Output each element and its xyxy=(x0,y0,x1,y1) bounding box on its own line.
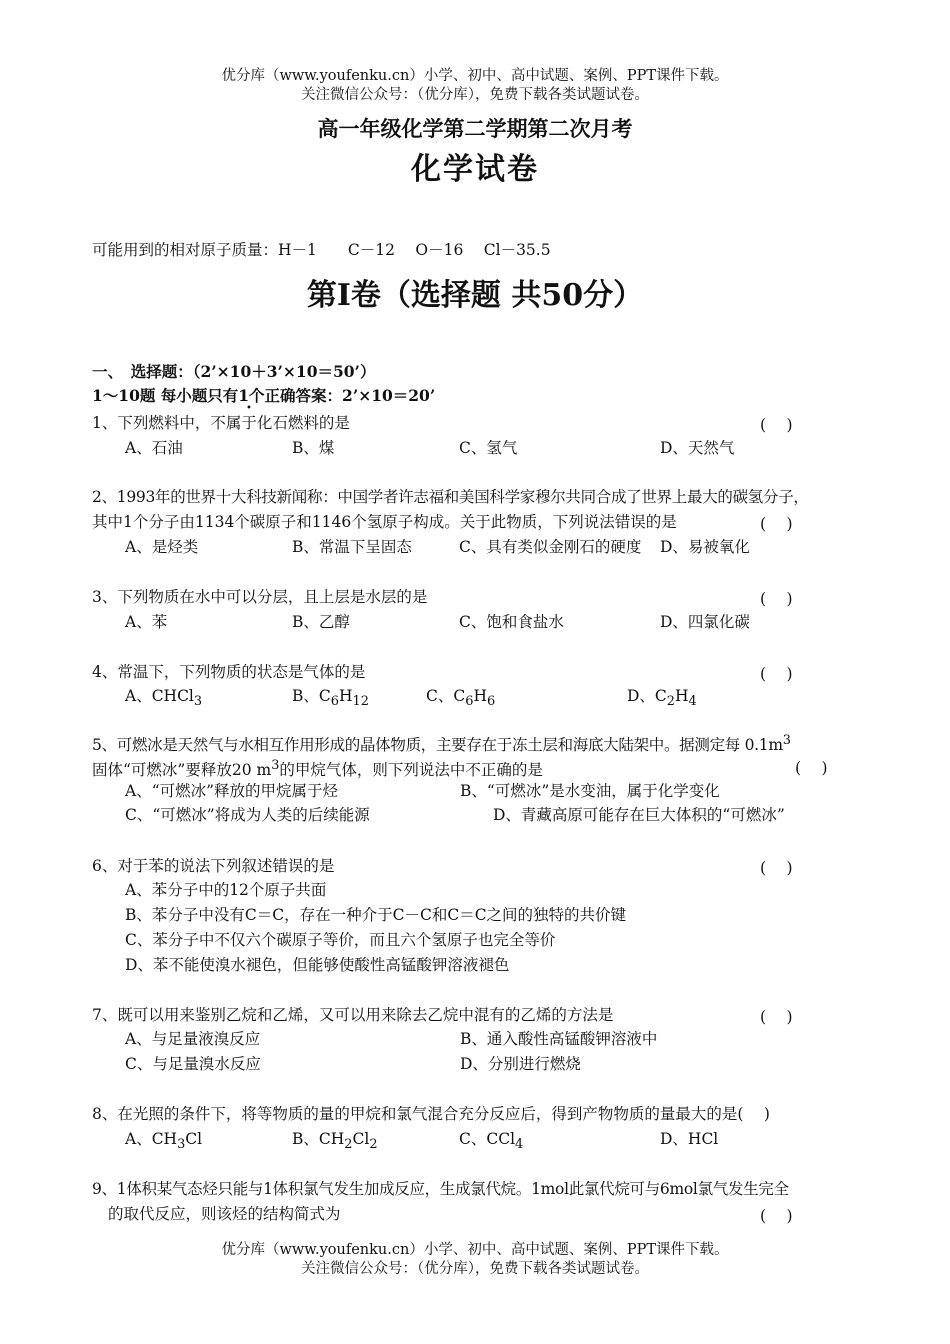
q6-option-b: B、苯分子中没有C＝C，存在一种介于C－C和C＝C之间的独特的共价键 xyxy=(125,906,627,924)
q2-stem-line2: 其中1个分子由1134个碳原子和1146个氢原子构成。关于此物质，下列说法错误的是 xyxy=(92,513,677,531)
q3-answer-paren: ( ) xyxy=(760,590,793,608)
q7-option-d: D、分别进行燃烧 xyxy=(460,1055,581,1073)
q9-stem-line1: 9、1体积某气态烃只能与1体积氯气发生加成反应，生成氯代烷。1mol此氯代烷可与6mol氯气发生完全 xyxy=(92,1180,789,1198)
q6-answer-paren: ( ) xyxy=(760,859,793,877)
exam-title: 化学试卷 xyxy=(411,152,539,187)
q4-stem: 4、常温下，下列物质的状态是气体的是 xyxy=(92,663,366,681)
q5-option-c: C、“可燃冰”将成为人类的后续能源 xyxy=(125,806,370,824)
q8-option-d: D、HCl xyxy=(660,1130,719,1148)
q4-option-b: B、$C_6H_{12}$ xyxy=(292,687,369,710)
footer-line-1: 优分库（www.youfenku.cn）小学、初中、高中试题、案例、PPT课件下载。 xyxy=(221,1242,729,1258)
q7-option-c: C、与足量溴水反应 xyxy=(125,1055,261,1073)
q4-answer-paren: ( ) xyxy=(760,665,793,683)
q4-option-d: D、$C_2H_4$ xyxy=(627,687,697,710)
q8-stem: 8、在光照的条件下，将等物质的量的甲烷和氯气混合充分反应后，得到产物物质的量最大的是( ) xyxy=(92,1105,770,1123)
atomic-masses: 可能用到的相对原子质量：H－1 C－12 O－16 Cl－35.5 xyxy=(92,241,551,259)
q5-answer-paren: ( ) xyxy=(795,759,828,777)
q7-option-a: A、与足量液溴反应 xyxy=(125,1030,261,1048)
q1-answer-paren: ( ) xyxy=(760,416,793,434)
q5-stem-line2: 固体“可燃冰”要释放20 $m^3$的甲烷气体，则下列说法中不正确的是 xyxy=(92,758,543,780)
q8-option-a: A、$CH_3Cl$ xyxy=(125,1130,203,1153)
q8-option-b: B、$CH_2Cl_2$ xyxy=(292,1130,378,1153)
q2-option-a: A、是烃类 xyxy=(125,538,199,556)
q1-option-a: A、石油 xyxy=(125,439,183,457)
footer-line-2: 关注微信公众号：（优分库），免费下载各类试题试卷。 xyxy=(301,1261,649,1277)
q1-option-d: D、天然气 xyxy=(660,439,735,457)
section-subheading: 1～10题 每小题只有1个正确答案：2’×10＝20’ xyxy=(92,386,436,405)
part1-title: 第Ⅰ卷（选择题 共50分） xyxy=(306,278,644,313)
q9-stem-line2: 的取代反应，则该烃的结构简式为 xyxy=(108,1205,341,1223)
q2-option-c: C、具有类似金刚石的硬度 xyxy=(459,538,642,556)
emphasis-dot: • xyxy=(246,403,252,414)
q3-option-c: C、饱和食盐水 xyxy=(459,613,564,631)
q5-stem-line1: 5、可燃冰是天然气与水相互作用形成的晶体物质，主要存在于冻土层和海底大陆架中。据测定每 $0.1m^3$ xyxy=(92,733,791,755)
q5-option-b: B、“可燃冰”是水变油，属于化学变化 xyxy=(460,782,720,800)
q3-option-b: B、乙醇 xyxy=(292,613,350,631)
q1-stem: 1、下列燃料中，不属于化石燃料的是 xyxy=(92,414,350,432)
section-heading: 一、 选择题：（2’×10＋3’×10＝50’） xyxy=(92,362,376,381)
header-line-2: 关注微信公众号：（优分库），免费下载各类试题试卷。 xyxy=(301,87,649,103)
q2-answer-paren: ( ) xyxy=(760,515,793,533)
q4-option-a: A、CHCl$_3$ xyxy=(125,687,203,710)
q1-option-c: C、氢气 xyxy=(459,439,518,457)
q1-option-b: B、煤 xyxy=(292,439,335,457)
q2-option-b: B、常温下呈固态 xyxy=(292,538,412,556)
q3-option-a: A、苯 xyxy=(125,613,168,631)
q7-option-b: B、通入酸性高锰酸钾溶液中 xyxy=(460,1030,658,1048)
q6-option-d: D、苯不能使溴水褪色，但能够使酸性高锰酸钾溶液褪色 xyxy=(125,956,510,974)
q3-stem: 3、下列物质在水中可以分层，且上层是水层的是 xyxy=(92,588,428,606)
q5-option-d: D、青藏高原可能存在巨大体积的“可燃冰” xyxy=(493,806,785,824)
q6-option-c: C、苯分子中不仅六个碳原子等价，而且六个氢原子也完全等价 xyxy=(125,931,556,949)
exam-subtitle: 高一年级化学第二学期第二次月考 xyxy=(317,116,633,141)
q7-stem: 7、既可以用来鉴别乙烷和乙烯，又可以用来除去乙烷中混有的乙烯的方法是 xyxy=(92,1006,614,1024)
q4-option-c: C、$C_6H_6$ xyxy=(426,687,496,710)
q5-option-a: A、“可燃冰”释放的甲烷属于烃 xyxy=(125,782,339,800)
q2-stem-line1: 2、1993年的世界十大科技新闻称：中国学者许志福和美国科学家穆尔共同合成了世界上最大的碳氢分子， xyxy=(92,488,809,506)
q3-option-d: D、四氯化碳 xyxy=(660,613,750,631)
q7-answer-paren: ( ) xyxy=(760,1008,793,1026)
q6-option-a: A、苯分子中的12个原子共面 xyxy=(125,881,327,899)
q9-answer-paren: ( ) xyxy=(760,1207,793,1225)
q2-option-d: D、易被氧化 xyxy=(660,538,750,556)
header-line-1: 优分库（www.youfenku.cn）小学、初中、高中试题、案例、PPT课件下载。 xyxy=(221,68,729,84)
q6-stem: 6、对于苯的说法下列叙述错误的是 xyxy=(92,857,335,875)
q8-option-c: C、CCl$_4$ xyxy=(459,1130,524,1153)
